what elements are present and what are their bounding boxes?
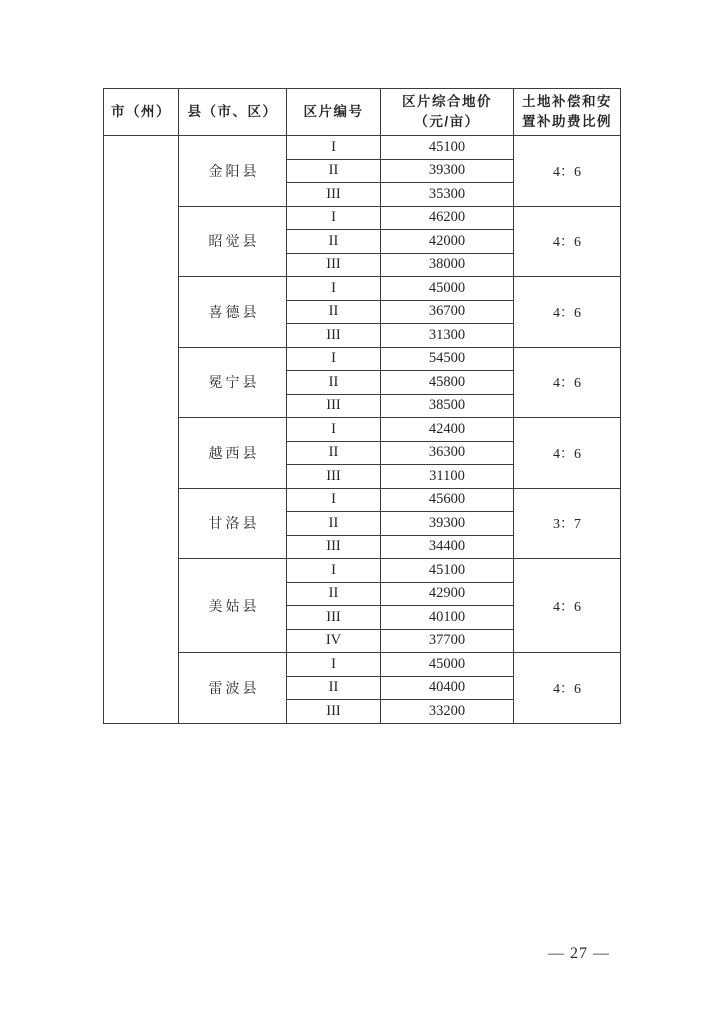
price-cell: 45000 <box>381 653 514 677</box>
price-cell: 45600 <box>381 488 514 512</box>
city-cell <box>104 136 179 724</box>
price-cell: 46200 <box>381 206 514 230</box>
price-cell: 40100 <box>381 606 514 630</box>
table-row <box>104 347 621 371</box>
header-row <box>104 89 621 136</box>
price-cell: 40400 <box>381 676 514 700</box>
zone-cell: II <box>287 676 381 700</box>
ratio-cell: 4：6 <box>514 418 621 489</box>
ratio-cell: 4：6 <box>514 653 621 724</box>
land-price-table <box>103 88 621 724</box>
table-row <box>104 277 621 301</box>
header-ratio-line1: 土地补偿和安 <box>522 94 612 109</box>
price-cell: 35300 <box>381 183 514 207</box>
county-cell: 越西县 <box>179 418 287 489</box>
price-cell: 39300 <box>381 512 514 536</box>
page-number: — 27 — <box>548 945 610 962</box>
price-cell: 39300 <box>381 159 514 183</box>
header-ratio <box>514 89 621 136</box>
header-city: 市（州） <box>104 89 179 136</box>
zone-cell: IV <box>287 629 381 653</box>
zone-cell: I <box>287 418 381 442</box>
price-cell: 42000 <box>381 230 514 254</box>
zone-cell: III <box>287 535 381 559</box>
price-cell: 36700 <box>381 300 514 324</box>
zone-cell: I <box>287 277 381 301</box>
zone-cell: III <box>287 324 381 348</box>
county-cell: 喜德县 <box>179 277 287 348</box>
table-row <box>104 488 621 512</box>
price-cell: 45100 <box>381 136 514 160</box>
header-county: 县（市、区） <box>179 89 287 136</box>
county-cell: 金阳县 <box>179 136 287 207</box>
header-price-line1: 区片综合地价 <box>402 94 492 109</box>
zone-cell: II <box>287 512 381 536</box>
ratio-cell: 3：7 <box>514 488 621 559</box>
zone-cell: II <box>287 230 381 254</box>
zone-cell: I <box>287 136 381 160</box>
ratio-cell: 4：6 <box>514 559 621 653</box>
price-cell: 42900 <box>381 582 514 606</box>
price-cell: 42400 <box>381 418 514 442</box>
price-cell: 54500 <box>381 347 514 371</box>
zone-cell: I <box>287 206 381 230</box>
zone-cell: I <box>287 347 381 371</box>
price-cell: 45000 <box>381 277 514 301</box>
county-cell: 美姑县 <box>179 559 287 653</box>
county-cell: 甘洛县 <box>179 488 287 559</box>
zone-cell: III <box>287 253 381 277</box>
ratio-cell: 4：6 <box>514 347 621 418</box>
price-cell: 34400 <box>381 535 514 559</box>
zone-cell: II <box>287 300 381 324</box>
header-zone-no: 区片编号 <box>287 89 381 136</box>
ratio-cell: 4：6 <box>514 136 621 207</box>
price-cell: 45100 <box>381 559 514 583</box>
ratio-cell: 4：6 <box>514 277 621 348</box>
price-cell: 37700 <box>381 629 514 653</box>
zone-cell: II <box>287 371 381 395</box>
table-row <box>104 653 621 677</box>
county-cell: 雷波县 <box>179 653 287 724</box>
table-row <box>104 206 621 230</box>
zone-cell: II <box>287 582 381 606</box>
price-cell: 36300 <box>381 441 514 465</box>
county-cell: 昭觉县 <box>179 206 287 277</box>
header-price <box>381 89 514 136</box>
zone-cell: III <box>287 700 381 724</box>
zone-cell: I <box>287 488 381 512</box>
zone-cell: II <box>287 159 381 183</box>
zone-cell: III <box>287 183 381 207</box>
price-cell: 38000 <box>381 253 514 277</box>
header-price-line2: （元/亩） <box>414 114 480 129</box>
zone-cell: III <box>287 606 381 630</box>
price-cell: 31100 <box>381 465 514 489</box>
table-row <box>104 136 621 160</box>
table-row <box>104 559 621 583</box>
zone-cell: I <box>287 559 381 583</box>
price-cell: 31300 <box>381 324 514 348</box>
county-cell: 冕宁县 <box>179 347 287 418</box>
ratio-cell: 4：6 <box>514 206 621 277</box>
header-ratio-line2: 置补助费比例 <box>522 114 612 129</box>
table-row <box>104 418 621 442</box>
zone-cell: I <box>287 653 381 677</box>
price-cell: 38500 <box>381 394 514 418</box>
zone-cell: III <box>287 394 381 418</box>
zone-cell: III <box>287 465 381 489</box>
price-cell: 45800 <box>381 371 514 395</box>
zone-cell: II <box>287 441 381 465</box>
price-cell: 33200 <box>381 700 514 724</box>
